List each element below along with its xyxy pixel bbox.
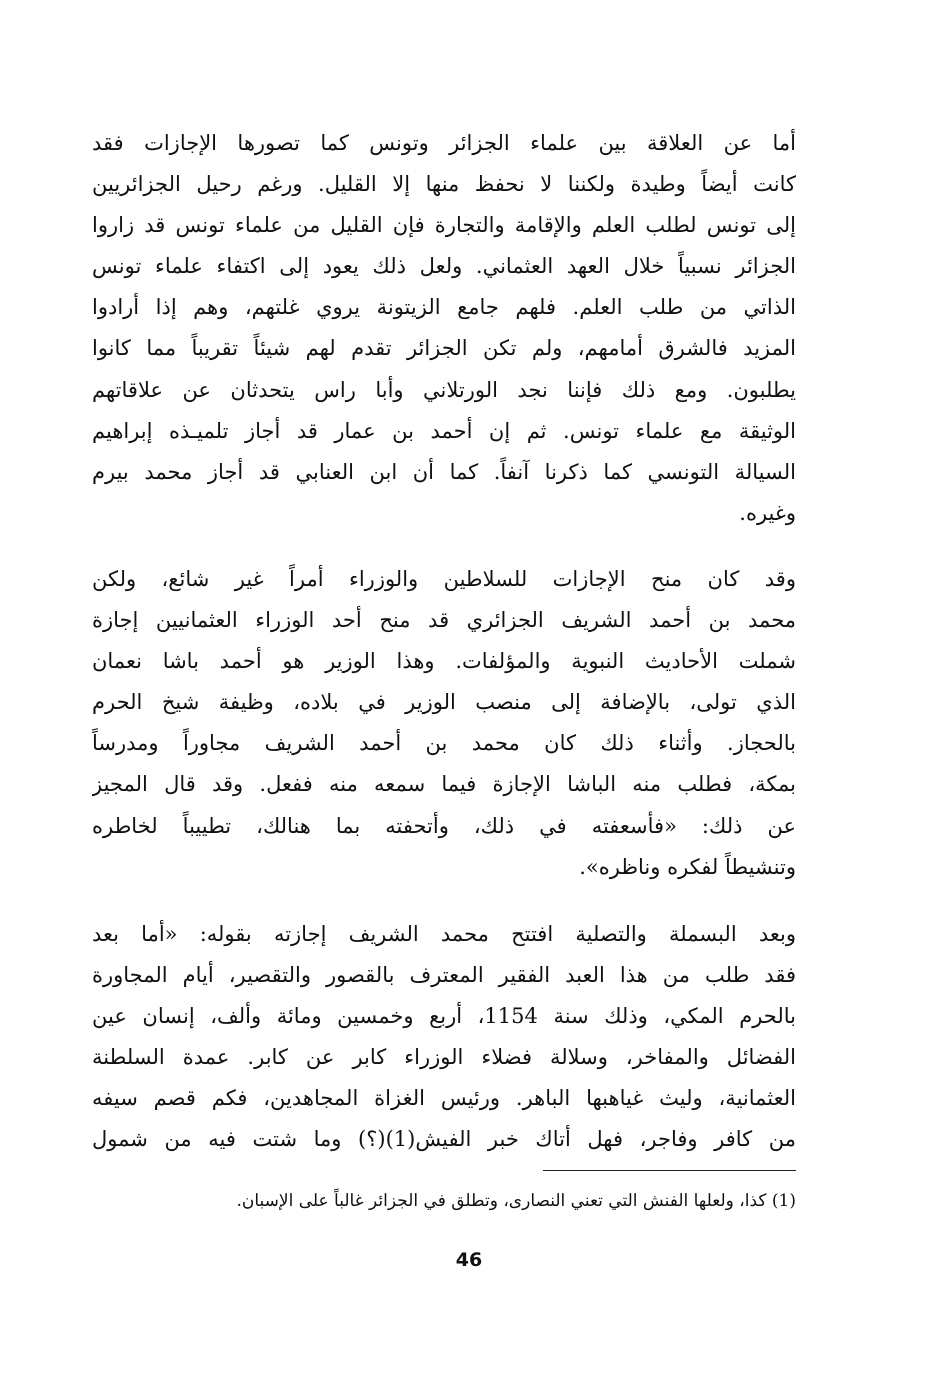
- text-line: الذاتي من طلب العلم. فلهم جامع الزيتونة يروي غلتهم، وهم إذا أرادوا: [92, 295, 796, 320]
- footnote-divider: [543, 1170, 796, 1171]
- text-line: الجزائر نسبياً خلال العهد العثماني. ولعل ذلك يعود إلى اكتفاء علماء تونس: [92, 254, 796, 279]
- text-line: بالحجاز. وأثناء ذلك كان محمد بن أحمد الشريف مجاوراً ومدرساً: [92, 731, 796, 756]
- text-line: محمد بن أحمد الشريف الجزائري قد منح أحد الوزراء العثمانيين إجازة: [92, 608, 796, 633]
- paragraph-ijaza-opening: [92, 914, 796, 1161]
- text-line: الوثيقة مع علماء تونس. ثم إن أحمد بن عمار قد أجاز تلميـذه إبراهيم: [92, 418, 796, 443]
- text-line: إلى تونس لطلب العلم والإقامة والتجارة فإن القليل من علماء تونس قد زاروا: [92, 213, 796, 238]
- text-line: الذي تولى، بالإضافة إلى منصب الوزير في بلاده، وظيفة شيخ الحرم: [92, 690, 796, 715]
- text-line: وبعد البسملة والتصلية افتتح محمد الشريف إجازته بقوله: «أما بعد: [92, 922, 796, 946]
- text-line: بمكة، فطلب منه الباشا الإجازة فيما سمعه منه ففعل. وقد قال المجيز: [92, 772, 796, 797]
- text-line: يطلبون. ومع ذلك فإننا نجد الورتلاني وأبا راس يتحدثان عن علاقاتهم: [92, 377, 796, 402]
- footnote: (1) كذا، ولعلها الفنش التي تعني النصارى، وتطلق في الجزائر غالباً على الإسبان.: [236, 1191, 796, 1211]
- text-line: السيالة التونسي كما ذكرنا آنفاً. كما أن ابن العنابي قد أجاز محمد بيرم: [92, 459, 796, 484]
- text-line: كانت أيضاً وطيدة ولكننا لا نحفظ منها إلا القليل. ورغم رحيل الجزائريين: [92, 172, 796, 197]
- text-line: عن ذلك: «فأسعفته في ذلك، وأتحفته بما هنالك، تطييباً لخاطره: [92, 813, 796, 838]
- text-line: فقد طلب من هذا العبد الفقير المعترف بالقصور والتقصير، أيام المجاورة: [92, 963, 796, 988]
- text-line: الفضائل والمفاخر، وسلالة فضلاء الوزراء كابر عن كابر. عمدة السلطنة: [92, 1045, 796, 1070]
- text-line: العثمانية، وليث غياهبها الباهر. ورئيس الغزاة المجاهدين، فكم قصم سيفه: [92, 1086, 796, 1111]
- page-number: 46: [455, 1249, 483, 1271]
- text-line: شملت الأحاديث النبوية والمؤلفات. وهذا الوزير هو أحمد باشا نعمان: [92, 649, 796, 674]
- text-line: وقد كان منح الإجازات للسلاطين والوزراء أمراً غير شائع، ولكن: [92, 567, 796, 591]
- text-line: بالحرم المكي، وذلك سنة 1154، أربع وخمسين ومائة وألف، إنسان عين: [92, 1004, 796, 1029]
- text-line: وتنشيطاً لفكره وناظره».: [579, 854, 796, 879]
- text-line: من كافر وفاجر، فهل أتاك خبر الفيش(1)(؟) وما شتت فيه من شمول: [92, 1127, 796, 1152]
- paragraph-ijazat-for-ministers: [92, 559, 796, 888]
- text-line: وغيره.: [739, 500, 796, 525]
- text-line: أما عن العلاقة بين علماء الجزائر وتونس كما تصورها الإجازات فقد: [92, 131, 796, 155]
- text-line: المزيد فالشرق أمامهم، ولم تكن الجزائر تقدم لهم شيئاً تقريباً مما كانوا: [92, 336, 796, 361]
- paragraph-algeria-tunisia-relations: [92, 123, 796, 534]
